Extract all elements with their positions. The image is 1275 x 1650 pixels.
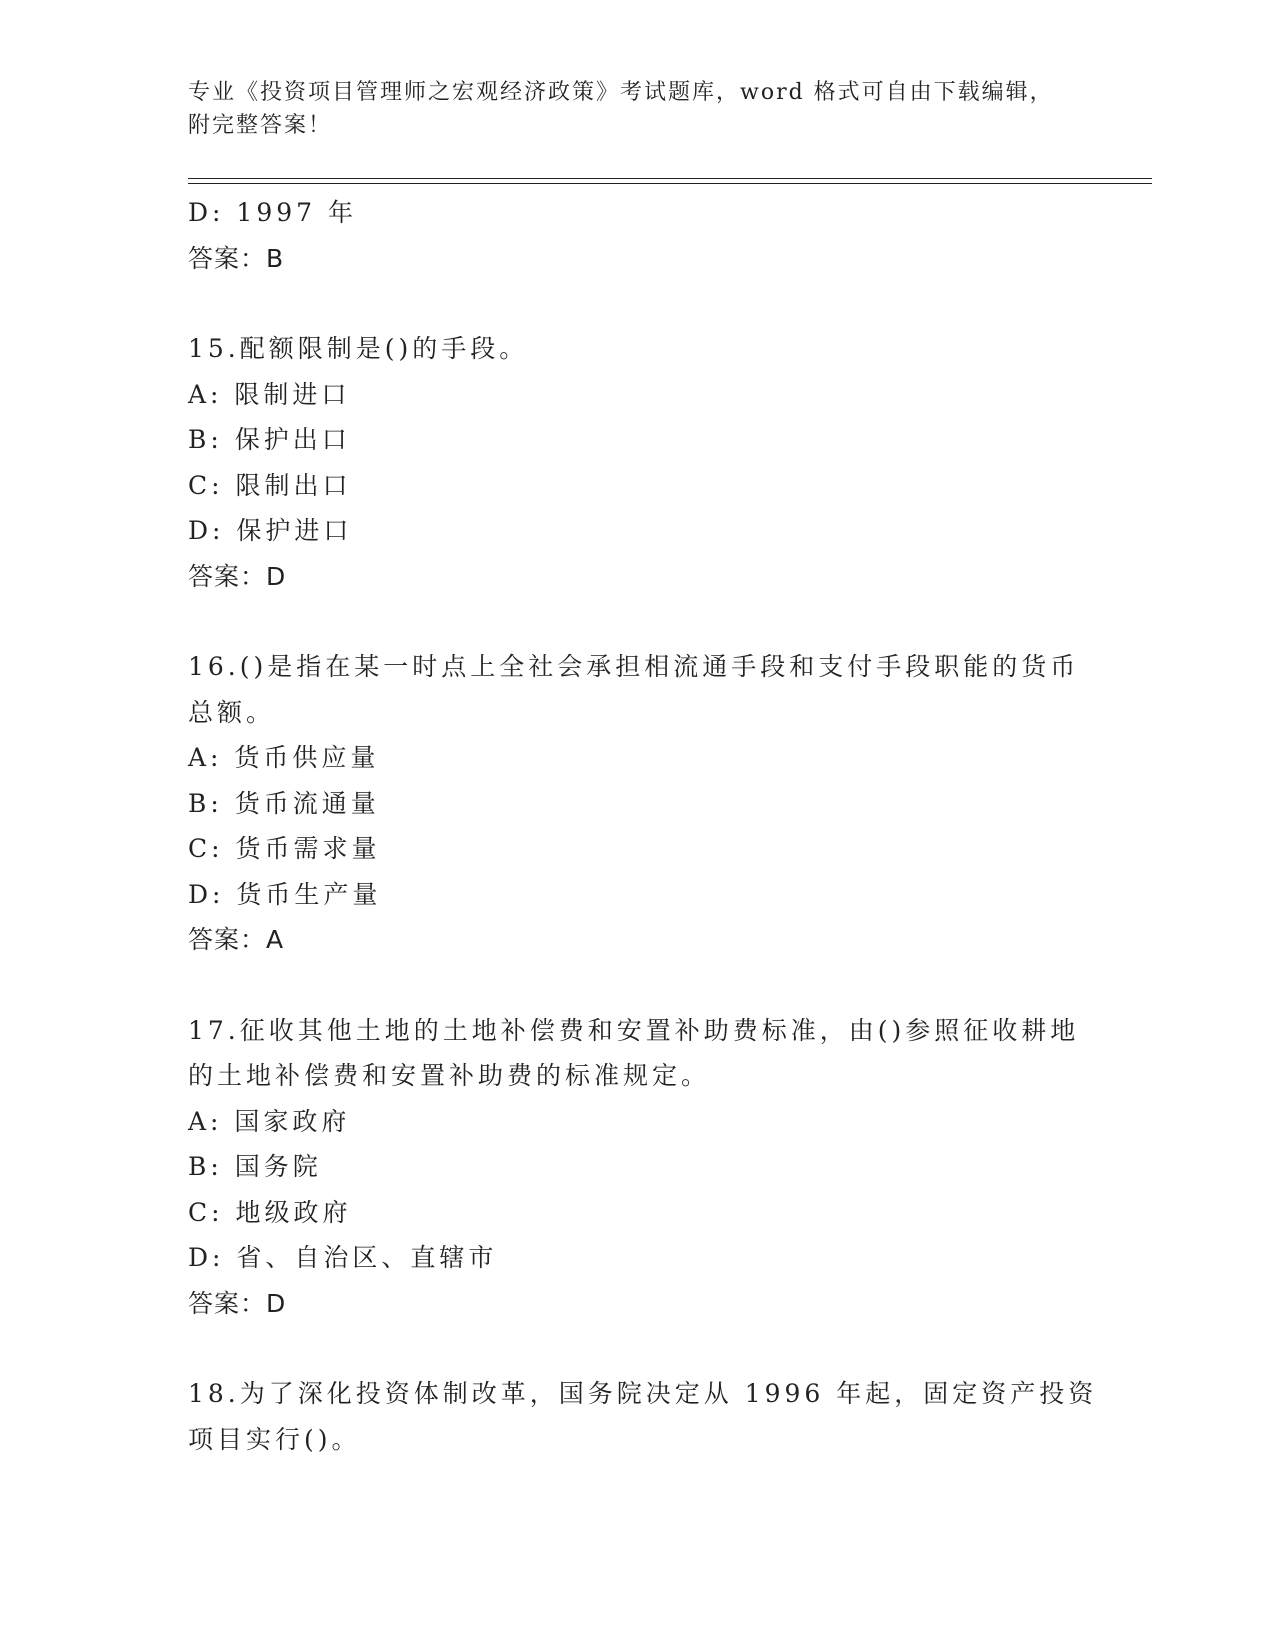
- question-text-line-1: 16.()是指在某一时点上全社会承担相流通手段和支付手段职能的货币: [188, 652, 1080, 681]
- header-line-2: 附完整答案！: [188, 113, 333, 138]
- option-b: B: 货币流通量: [188, 788, 380, 818]
- option-d: D: 1997 年: [188, 198, 357, 227]
- question-text-line-2: 项目实行()。: [188, 1424, 361, 1454]
- option-d: D: 保护进口: [188, 516, 353, 545]
- option-d: D: 货币生产量: [188, 879, 382, 909]
- option-c: C: 货币需求量: [188, 834, 381, 863]
- answer-line: 答案：D: [188, 1288, 287, 1318]
- question-text-line-1: 18.为了深化投资体制改革，国务院决定从 1996 年起，固定资产投资: [188, 1379, 1098, 1408]
- document-header: [188, 76, 1088, 142]
- question-text: 15.配额限制是()的手段。: [188, 334, 529, 363]
- answer-line: 答案：A: [188, 925, 285, 954]
- option-c: C: 地级政府: [188, 1197, 352, 1227]
- option-b: B: 国务院: [188, 1152, 322, 1181]
- question-text-line-2: 的土地补偿费和安置补助费的标准规定。: [188, 1061, 711, 1090]
- option-a: A: 货币供应量: [188, 743, 380, 772]
- option-a: A: 限制进口: [188, 379, 351, 409]
- question-content: [188, 190, 1098, 1462]
- header-divider-bottom: [188, 183, 1152, 184]
- header-divider-top: [188, 178, 1152, 179]
- answer-line: 答案：B: [188, 243, 285, 273]
- question-15: [188, 326, 1088, 599]
- question-16: [188, 644, 1088, 963]
- option-a: A: 国家政府: [188, 1106, 351, 1136]
- option-c: C: 限制出口: [188, 470, 352, 500]
- question-text-line-1: 17.征收其他土地的土地补偿费和安置补助费标准，由()参照征收耕地: [188, 1015, 1080, 1045]
- option-d: D: 省、自治区、直辖市: [188, 1243, 498, 1272]
- previous-question-tail: [188, 190, 1088, 281]
- option-b: B: 保护出口: [188, 425, 351, 454]
- question-17: [188, 1008, 1088, 1327]
- header-line-1: 专业《投资项目管理师之宏观经济政策》考试题库，word 格式可自由下载编辑，: [188, 80, 1054, 105]
- answer-line: 答案：D: [188, 561, 287, 591]
- question-18: [188, 1371, 1098, 1462]
- question-text-line-2: 总额。: [188, 697, 276, 727]
